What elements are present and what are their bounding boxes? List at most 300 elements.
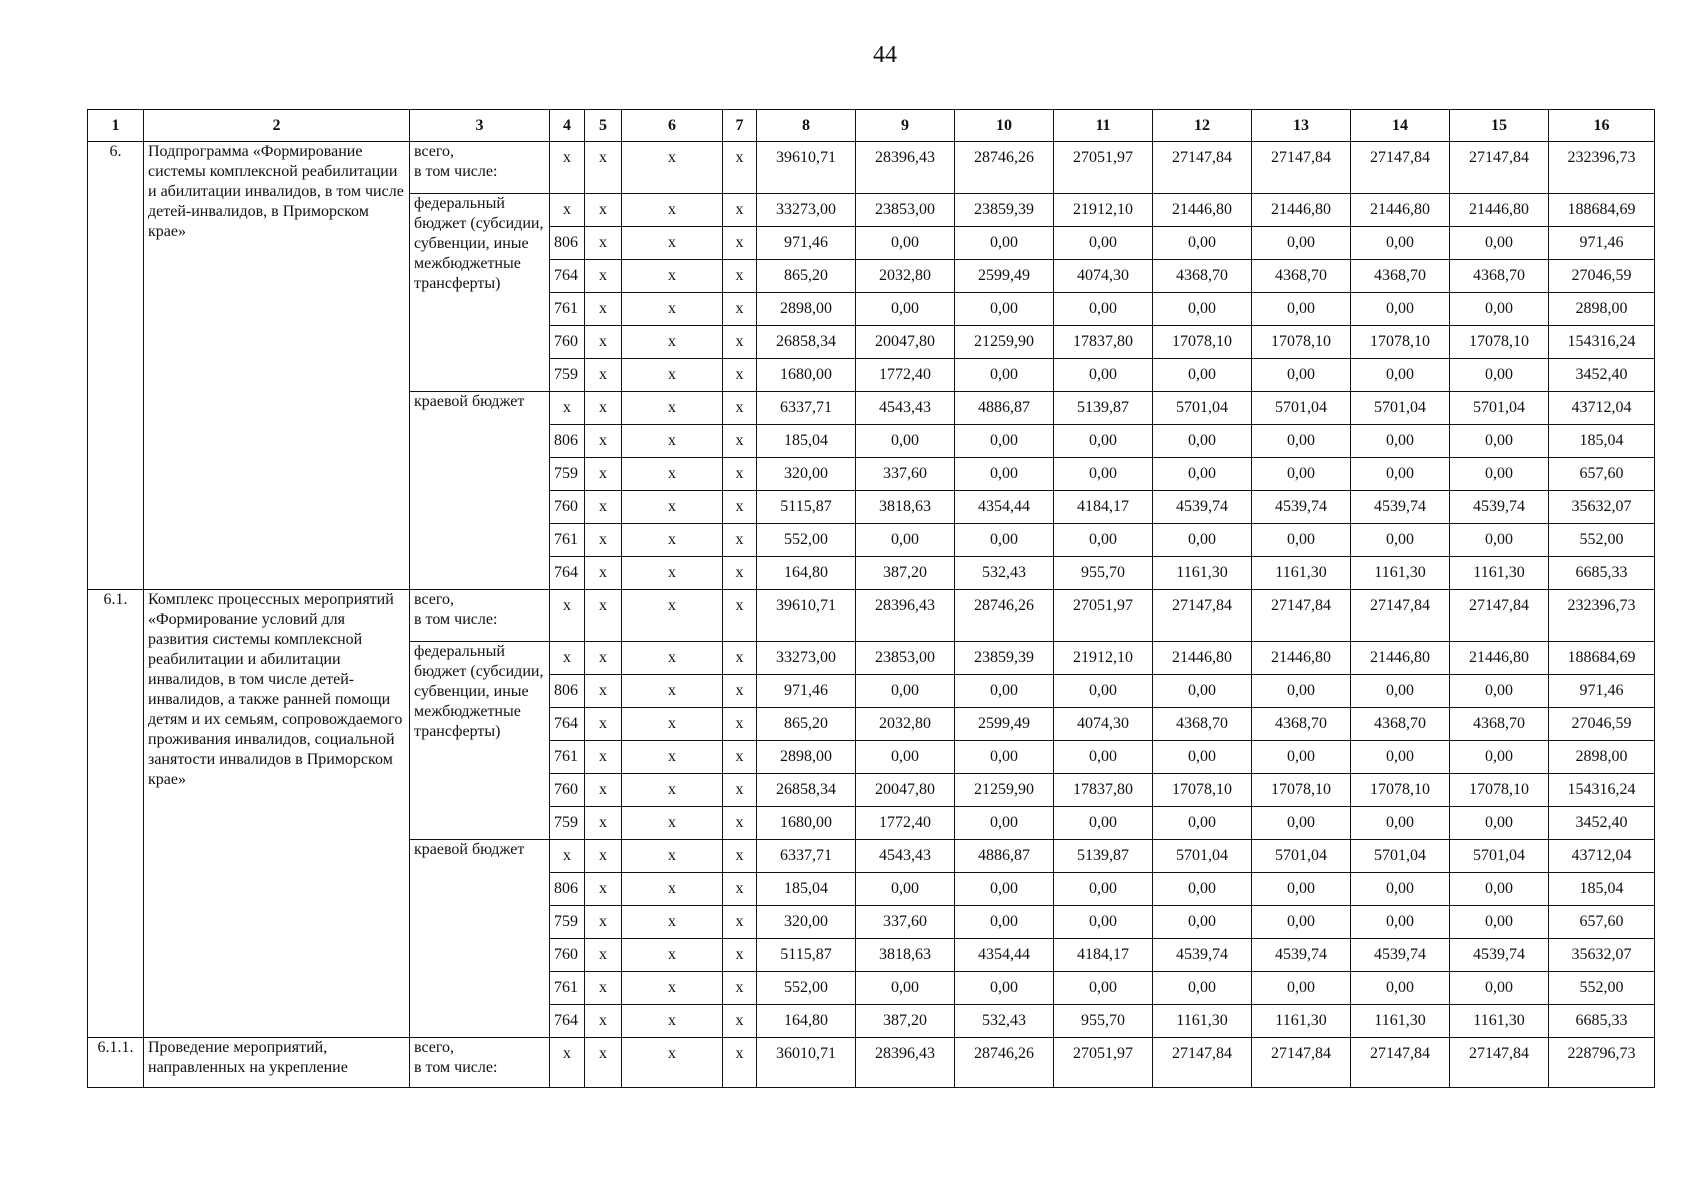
col-6-cell: x [622,194,723,227]
value-cell: 0,00 [856,524,955,557]
value-cell: 23859,39 [955,642,1054,675]
value-cell: 5701,04 [1450,840,1549,873]
value-cell: 33273,00 [757,642,856,675]
value-cell: 4368,70 [1450,708,1549,741]
header-cell-3: 3 [410,110,550,142]
value-cell: 552,00 [757,972,856,1005]
value-cell: 21259,90 [955,326,1054,359]
value-cell: 4539,74 [1450,939,1549,972]
budget-code: 760 [550,326,585,359]
value-cell: 1680,00 [757,359,856,392]
value-cell: 1161,30 [1153,557,1252,590]
budget-code: 761 [550,972,585,1005]
col-7-cell: x [723,741,757,774]
col-5-cell: x [585,491,622,524]
value-cell: 0,00 [1351,458,1450,491]
value-cell: 0,00 [1450,227,1549,260]
col-6-cell: x [622,326,723,359]
header-cell-11: 11 [1054,110,1153,142]
col-7-cell: x [723,774,757,807]
value-cell: 21446,80 [1153,642,1252,675]
value-cell: 20047,80 [856,774,955,807]
value-cell: 0,00 [1252,873,1351,906]
row-number: 6.1.1. [88,1038,144,1088]
funding-source: федеральный бюджет (субсидии, субвенции, иные межбюджетные трансферты) [410,642,550,840]
col-6-cell: x [622,840,723,873]
col-5-cell: x [585,359,622,392]
col-5-cell: x [585,642,622,675]
value-cell: 36010,71 [757,1038,856,1088]
value-cell: 27046,59 [1549,260,1655,293]
value-cell: 4886,87 [955,840,1054,873]
value-cell: 532,43 [955,557,1054,590]
value-cell: 0,00 [1252,807,1351,840]
value-cell: 5701,04 [1153,392,1252,425]
col-7-cell: x [723,675,757,708]
budget-code: 761 [550,293,585,326]
value-cell: 17078,10 [1252,774,1351,807]
value-cell: 971,46 [1549,675,1655,708]
page-number: 44 [873,42,897,68]
col-5-cell: x [585,939,622,972]
col-6-cell: x [622,741,723,774]
value-cell: 0,00 [1153,524,1252,557]
col-7-cell: x [723,425,757,458]
col-6-cell: x [622,458,723,491]
value-cell: 0,00 [1153,741,1252,774]
col-5-cell: x [585,873,622,906]
budget-code: 759 [550,359,585,392]
program-name: Проведение мероприятий, направленных на укрепление [144,1038,410,1088]
funding-source: федеральный бюджет (субсидии, субвенции, иные межбюджетные трансферты) [410,194,550,392]
value-cell: 0,00 [1054,906,1153,939]
value-cell: 0,00 [955,873,1054,906]
value-cell: 0,00 [1351,425,1450,458]
col-7-cell: x [723,227,757,260]
col-5-cell: x [585,840,622,873]
header-cell-13: 13 [1252,110,1351,142]
value-cell: 0,00 [1153,675,1252,708]
value-cell: 0,00 [1351,293,1450,326]
budget-code: 759 [550,458,585,491]
value-cell: 1161,30 [1153,1005,1252,1038]
value-cell: 27147,84 [1351,142,1450,194]
col-6-cell: x [622,590,723,642]
value-cell: 2898,00 [1549,293,1655,326]
col-6-cell: x [622,972,723,1005]
col-6-cell: x [622,557,723,590]
col-6-cell: x [622,260,723,293]
col-7-cell: x [723,708,757,741]
col-6-cell: x [622,227,723,260]
value-cell: 2032,80 [856,260,955,293]
value-cell: 5701,04 [1351,840,1450,873]
value-cell: 971,46 [757,227,856,260]
value-cell: 27051,97 [1054,590,1153,642]
value-cell: 552,00 [1549,972,1655,1005]
value-cell: 1680,00 [757,807,856,840]
value-cell: 0,00 [1351,906,1450,939]
col-6-cell: x [622,293,723,326]
value-cell: 185,04 [1549,873,1655,906]
value-cell: 532,43 [955,1005,1054,1038]
value-cell: 865,20 [757,708,856,741]
value-cell: 0,00 [1450,807,1549,840]
value-cell: 26858,34 [757,774,856,807]
table-body [88,110,1655,1088]
value-cell: 971,46 [757,675,856,708]
value-cell: 27147,84 [1450,1038,1549,1088]
value-cell: 4539,74 [1351,491,1450,524]
col-5-cell: x [585,1038,622,1088]
value-cell: 6337,71 [757,840,856,873]
col-6-cell: x [622,642,723,675]
header-cell-5: 5 [585,110,622,142]
value-cell: 5701,04 [1153,840,1252,873]
value-cell: 3452,40 [1549,807,1655,840]
col-5-cell: x [585,557,622,590]
value-cell: 5115,87 [757,491,856,524]
value-cell: 0,00 [1351,873,1450,906]
value-cell: 0,00 [1054,359,1153,392]
budget-code: 806 [550,227,585,260]
col-5-cell: x [585,392,622,425]
value-cell: 2898,00 [1549,741,1655,774]
col-6-cell: x [622,491,723,524]
value-cell: 0,00 [1054,972,1153,1005]
value-cell: 5701,04 [1351,392,1450,425]
value-cell: 337,60 [856,458,955,491]
value-cell: 4074,30 [1054,260,1153,293]
col-5-cell: x [585,807,622,840]
col-5-cell: x [585,260,622,293]
value-cell: 0,00 [1450,906,1549,939]
value-cell: 228796,73 [1549,1038,1655,1088]
value-cell: 20047,80 [856,326,955,359]
value-cell: 27147,84 [1450,590,1549,642]
value-cell: 0,00 [955,425,1054,458]
value-cell: 4543,43 [856,392,955,425]
value-cell: 21446,80 [1450,194,1549,227]
value-cell: 164,80 [757,1005,856,1038]
value-cell: 0,00 [1054,741,1153,774]
col-7-cell: x [723,642,757,675]
value-cell: 17078,10 [1153,774,1252,807]
value-cell: 21446,80 [1351,642,1450,675]
value-cell: 21446,80 [1252,642,1351,675]
value-cell: 17078,10 [1450,326,1549,359]
col-7-cell: x [723,873,757,906]
value-cell: 27147,84 [1351,1038,1450,1088]
value-cell: 164,80 [757,557,856,590]
col-6-cell: x [622,425,723,458]
value-cell: 27051,97 [1054,1038,1153,1088]
value-cell: 27147,84 [1450,142,1549,194]
budget-code: 806 [550,873,585,906]
value-cell: 4886,87 [955,392,1054,425]
value-cell: 21446,80 [1153,194,1252,227]
col-7-cell: x [723,142,757,194]
col-7-cell: x [723,590,757,642]
value-cell: 337,60 [856,906,955,939]
header-cell-16: 16 [1549,110,1655,142]
budget-code: x [550,840,585,873]
value-cell: 4368,70 [1351,708,1450,741]
value-cell: 1161,30 [1450,1005,1549,1038]
header-cell-7: 7 [723,110,757,142]
col-7-cell: x [723,807,757,840]
value-cell: 0,00 [1450,425,1549,458]
header-cell-14: 14 [1351,110,1450,142]
col-7-cell: x [723,491,757,524]
col-5-cell: x [585,1005,622,1038]
value-cell: 17078,10 [1450,774,1549,807]
value-cell: 33273,00 [757,194,856,227]
value-cell: 0,00 [1252,972,1351,1005]
value-cell: 4539,74 [1153,939,1252,972]
value-cell: 657,60 [1549,458,1655,491]
value-cell: 0,00 [1351,524,1450,557]
budget-code: 760 [550,939,585,972]
value-cell: 27147,84 [1252,1038,1351,1088]
value-cell: 1161,30 [1252,557,1351,590]
budget-code: 764 [550,708,585,741]
col-6-cell: x [622,392,723,425]
value-cell: 21912,10 [1054,194,1153,227]
value-cell: 4074,30 [1054,708,1153,741]
value-cell: 1772,40 [856,359,955,392]
value-cell: 3818,63 [856,939,955,972]
value-cell: 4184,17 [1054,491,1153,524]
value-cell: 0,00 [1252,359,1351,392]
budget-code: 764 [550,260,585,293]
value-cell: 0,00 [1450,741,1549,774]
value-cell: 0,00 [1153,227,1252,260]
value-cell: 0,00 [1351,972,1450,1005]
value-cell: 657,60 [1549,906,1655,939]
value-cell: 0,00 [1153,359,1252,392]
budget-code: 761 [550,524,585,557]
col-7-cell: x [723,458,757,491]
col-6-cell: x [622,708,723,741]
value-cell: 3818,63 [856,491,955,524]
budget-code: 761 [550,741,585,774]
value-cell: 0,00 [1054,425,1153,458]
col-5-cell: x [585,142,622,194]
value-cell: 188684,69 [1549,194,1655,227]
value-cell: 28746,26 [955,1038,1054,1088]
col-7-cell: x [723,524,757,557]
col-7-cell: x [723,939,757,972]
col-7-cell: x [723,359,757,392]
value-cell: 0,00 [1252,458,1351,491]
value-cell: 28396,43 [856,142,955,194]
value-cell: 17078,10 [1252,326,1351,359]
header-cell-1: 1 [88,110,144,142]
value-cell: 4539,74 [1252,939,1351,972]
value-cell: 232396,73 [1549,142,1655,194]
value-cell: 0,00 [1450,873,1549,906]
col-7-cell: x [723,260,757,293]
value-cell: 6337,71 [757,392,856,425]
value-cell: 955,70 [1054,1005,1153,1038]
value-cell: 0,00 [955,807,1054,840]
value-cell: 0,00 [1252,425,1351,458]
budget-code: 760 [550,491,585,524]
value-cell: 27147,84 [1252,590,1351,642]
col-7-cell: x [723,906,757,939]
value-cell: 320,00 [757,906,856,939]
value-cell: 2032,80 [856,708,955,741]
value-cell: 6685,33 [1549,1005,1655,1038]
col-5-cell: x [585,741,622,774]
value-cell: 0,00 [1054,293,1153,326]
value-cell: 5701,04 [1252,840,1351,873]
value-cell: 4368,70 [1450,260,1549,293]
value-cell: 232396,73 [1549,590,1655,642]
value-cell: 0,00 [955,741,1054,774]
value-cell: 28746,26 [955,142,1054,194]
budget-code: x [550,142,585,194]
value-cell: 1161,30 [1252,1005,1351,1038]
col-6-cell: x [622,1038,723,1088]
value-cell: 4354,44 [955,939,1054,972]
value-cell: 185,04 [1549,425,1655,458]
col-7-cell: x [723,972,757,1005]
col-5-cell: x [585,708,622,741]
col-6-cell: x [622,807,723,840]
value-cell: 27147,84 [1351,590,1450,642]
value-cell: 4368,70 [1153,708,1252,741]
value-cell: 35632,07 [1549,491,1655,524]
value-cell: 0,00 [856,227,955,260]
value-cell: 27147,84 [1153,142,1252,194]
value-cell: 387,20 [856,557,955,590]
value-cell: 5701,04 [1450,392,1549,425]
value-cell: 154316,24 [1549,326,1655,359]
header-cell-15: 15 [1450,110,1549,142]
header-cell-10: 10 [955,110,1054,142]
value-cell: 5701,04 [1252,392,1351,425]
header-cell-12: 12 [1153,110,1252,142]
value-cell: 4368,70 [1252,260,1351,293]
value-cell: 4354,44 [955,491,1054,524]
value-cell: 4184,17 [1054,939,1153,972]
table-row [88,590,1655,642]
value-cell: 0,00 [1450,293,1549,326]
col-5-cell: x [585,972,622,1005]
row-number: 6. [88,142,144,590]
value-cell: 2898,00 [757,293,856,326]
value-cell: 188684,69 [1549,642,1655,675]
value-cell: 0,00 [1054,524,1153,557]
value-cell: 0,00 [1054,807,1153,840]
value-cell: 2898,00 [757,741,856,774]
col-6-cell: x [622,1005,723,1038]
value-cell: 17837,80 [1054,326,1153,359]
col-5-cell: x [585,590,622,642]
col-7-cell: x [723,392,757,425]
col-6-cell: x [622,524,723,557]
value-cell: 2599,49 [955,260,1054,293]
col-5-cell: x [585,906,622,939]
value-cell: 387,20 [856,1005,955,1038]
program-name: Комплекс процессных мероприятий «Формирование условий для развития системы комплексной реабилитации и абилитации инвалидов, в том числе детей-инвалидов, а также ранней помощи детям и их семьям, сопровождаемого проживания инвалидов, социальной занятости инвалидов в Приморском крае» [144,590,410,1038]
value-cell: 4539,74 [1252,491,1351,524]
value-cell: 2599,49 [955,708,1054,741]
value-cell: 17837,80 [1054,774,1153,807]
value-cell: 4539,74 [1351,939,1450,972]
funding-source: всего, в том числе: [410,142,550,194]
value-cell: 1772,40 [856,807,955,840]
value-cell: 185,04 [757,873,856,906]
value-cell: 21446,80 [1351,194,1450,227]
value-cell: 21446,80 [1252,194,1351,227]
value-cell: 865,20 [757,260,856,293]
value-cell: 4368,70 [1252,708,1351,741]
col-7-cell: x [723,293,757,326]
header-cell-8: 8 [757,110,856,142]
funding-source: краевой бюджет [410,840,550,1038]
value-cell: 3452,40 [1549,359,1655,392]
value-cell: 5139,87 [1054,840,1153,873]
col-5-cell: x [585,675,622,708]
budget-code: 759 [550,807,585,840]
value-cell: 0,00 [1252,741,1351,774]
value-cell: 552,00 [757,524,856,557]
value-cell: 27147,84 [1252,142,1351,194]
value-cell: 0,00 [1054,873,1153,906]
value-cell: 39610,71 [757,590,856,642]
col-5-cell: x [585,326,622,359]
value-cell: 23853,00 [856,642,955,675]
col-5-cell: x [585,194,622,227]
col-7-cell: x [723,1005,757,1038]
value-cell: 28746,26 [955,590,1054,642]
value-cell: 21912,10 [1054,642,1153,675]
value-cell: 4539,74 [1450,491,1549,524]
value-cell: 5139,87 [1054,392,1153,425]
value-cell: 1161,30 [1351,1005,1450,1038]
budget-code: 759 [550,906,585,939]
value-cell: 6685,33 [1549,557,1655,590]
col-6-cell: x [622,774,723,807]
value-cell: 27147,84 [1153,1038,1252,1088]
value-cell: 0,00 [1252,227,1351,260]
value-cell: 23853,00 [856,194,955,227]
value-cell: 0,00 [1450,524,1549,557]
value-cell: 43712,04 [1549,840,1655,873]
value-cell: 0,00 [955,524,1054,557]
col-6-cell: x [622,939,723,972]
value-cell: 0,00 [1153,873,1252,906]
value-cell: 0,00 [955,359,1054,392]
value-cell: 28396,43 [856,590,955,642]
value-cell: 0,00 [856,741,955,774]
funding-source: краевой бюджет [410,392,550,590]
row-number: 6.1. [88,590,144,1038]
col-5-cell: x [585,524,622,557]
header-row [88,110,1655,142]
value-cell: 39610,71 [757,142,856,194]
value-cell: 0,00 [1153,425,1252,458]
budget-code: 764 [550,1005,585,1038]
col-6-cell: x [622,906,723,939]
value-cell: 4543,43 [856,840,955,873]
value-cell: 185,04 [757,425,856,458]
value-cell: 17078,10 [1351,326,1450,359]
value-cell: 0,00 [1252,675,1351,708]
